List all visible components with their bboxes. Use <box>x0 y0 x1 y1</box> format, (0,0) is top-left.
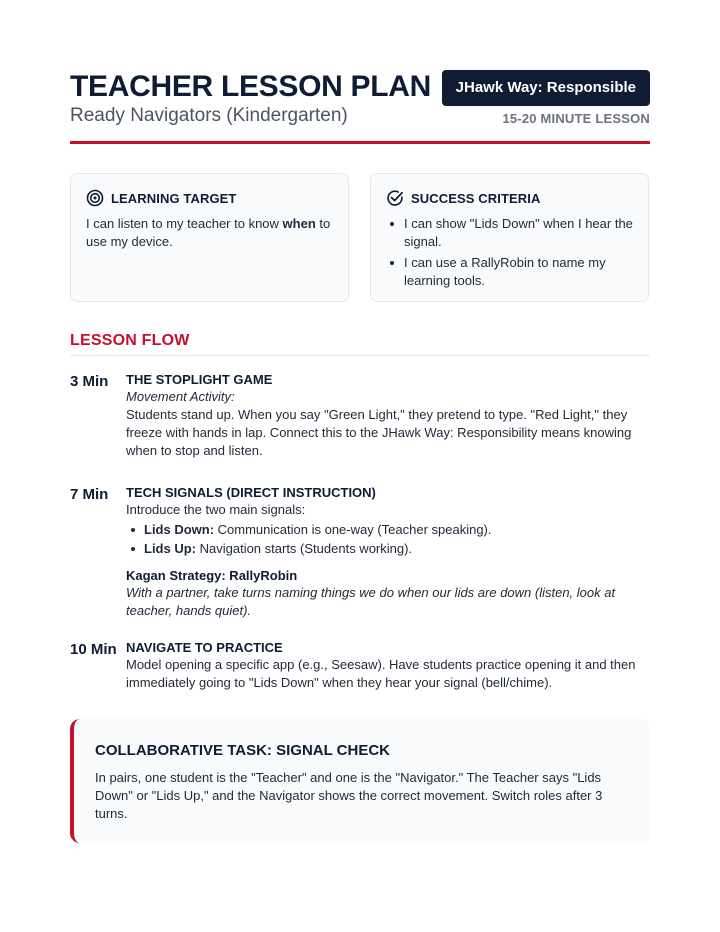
collaborative-task-box <box>70 719 650 843</box>
jhawk-way-badge: JHawk Way: Responsible <box>442 70 650 106</box>
signal-text: Communication is one-way (Teacher speaking). <box>214 522 492 537</box>
signals-list <box>126 521 650 558</box>
learning-target-text <box>86 215 334 251</box>
header <box>70 70 650 130</box>
collaborative-task-title: COLLABORATIVE TASK: SIGNAL CHECK <box>95 742 390 759</box>
lesson-duration: 15-20 MINUTE LESSON <box>502 111 650 126</box>
list-item <box>126 521 650 539</box>
lesson-flow-divider <box>70 355 650 356</box>
signal-label: Lids Down: <box>144 522 215 537</box>
learning-target-emphasis: when <box>282 216 316 231</box>
step-time: 7 Min <box>70 486 109 503</box>
header-divider <box>70 141 650 144</box>
step-description: Model opening a specific app (e.g., Seesaw). Have students practice opening it and then immediately going to "Lids Down" when they hear your signal (bell/chime). <box>126 657 636 690</box>
step-time: 10 Min <box>70 641 117 658</box>
success-criteria-header <box>386 188 634 208</box>
success-criteria-title: SUCCESS CRITERIA <box>411 190 541 206</box>
learning-target-title: LEARNING TARGET <box>111 190 237 206</box>
learning-target-text-end: to use my device. <box>86 216 331 249</box>
check-circle-icon <box>386 189 404 207</box>
target-icon <box>86 189 104 207</box>
signal-text: Navigation starts (Students working). <box>196 541 413 556</box>
step-time: 3 Min <box>70 373 109 390</box>
step-description: Students stand up. When you say "Green Light," they pretend to type. "Red Light," they freeze with hands in lap. Connect this to the JHawk Way: Responsibility means knowing when to stop and listen. <box>126 407 632 458</box>
kagan-strategy-text: With a partner, take turns naming things we do when our lids are down (listen, look at teacher, hands quiet). <box>126 585 616 618</box>
signal-label: Lids Up: <box>144 541 196 556</box>
step-body <box>126 484 650 620</box>
step-subtitle: Movement Activity: <box>126 389 235 404</box>
page-title: TEACHER LESSON PLAN <box>70 70 431 103</box>
step-title: NAVIGATE TO PRACTICE <box>126 640 283 655</box>
kagan-strategy-title: Kagan Strategy: RallyRobin <box>126 568 298 583</box>
learning-target-text-start: I can listen to my teacher to know <box>86 216 283 231</box>
list-item: I can use a RallyRobin to name my learning tools. <box>386 254 634 290</box>
list-item <box>126 540 650 558</box>
learning-target-header <box>86 188 334 208</box>
collaborative-task-text: In pairs, one student is the "Teacher" and one is the "Navigator." The Teacher says "Lids Down" or "Lids Up," and the Navigator shows the correct movement. Switch roles after 3 turns. <box>95 770 603 821</box>
step-description: Introduce the two main signals: <box>126 502 306 517</box>
success-criteria-list <box>386 215 634 290</box>
list-item: I can show "Lids Down" when I hear the signal. <box>386 215 634 251</box>
success-criteria-card <box>370 173 649 302</box>
page-subtitle: Ready Navigators (Kindergarten) <box>70 105 348 126</box>
step-title: TECH SIGNALS (DIRECT INSTRUCTION) <box>126 485 376 500</box>
step-title: THE STOPLIGHT GAME <box>126 372 273 387</box>
learning-target-card <box>70 173 349 302</box>
lesson-flow-title: LESSON FLOW <box>70 332 190 349</box>
step-body <box>126 639 650 692</box>
step-body <box>126 371 650 460</box>
